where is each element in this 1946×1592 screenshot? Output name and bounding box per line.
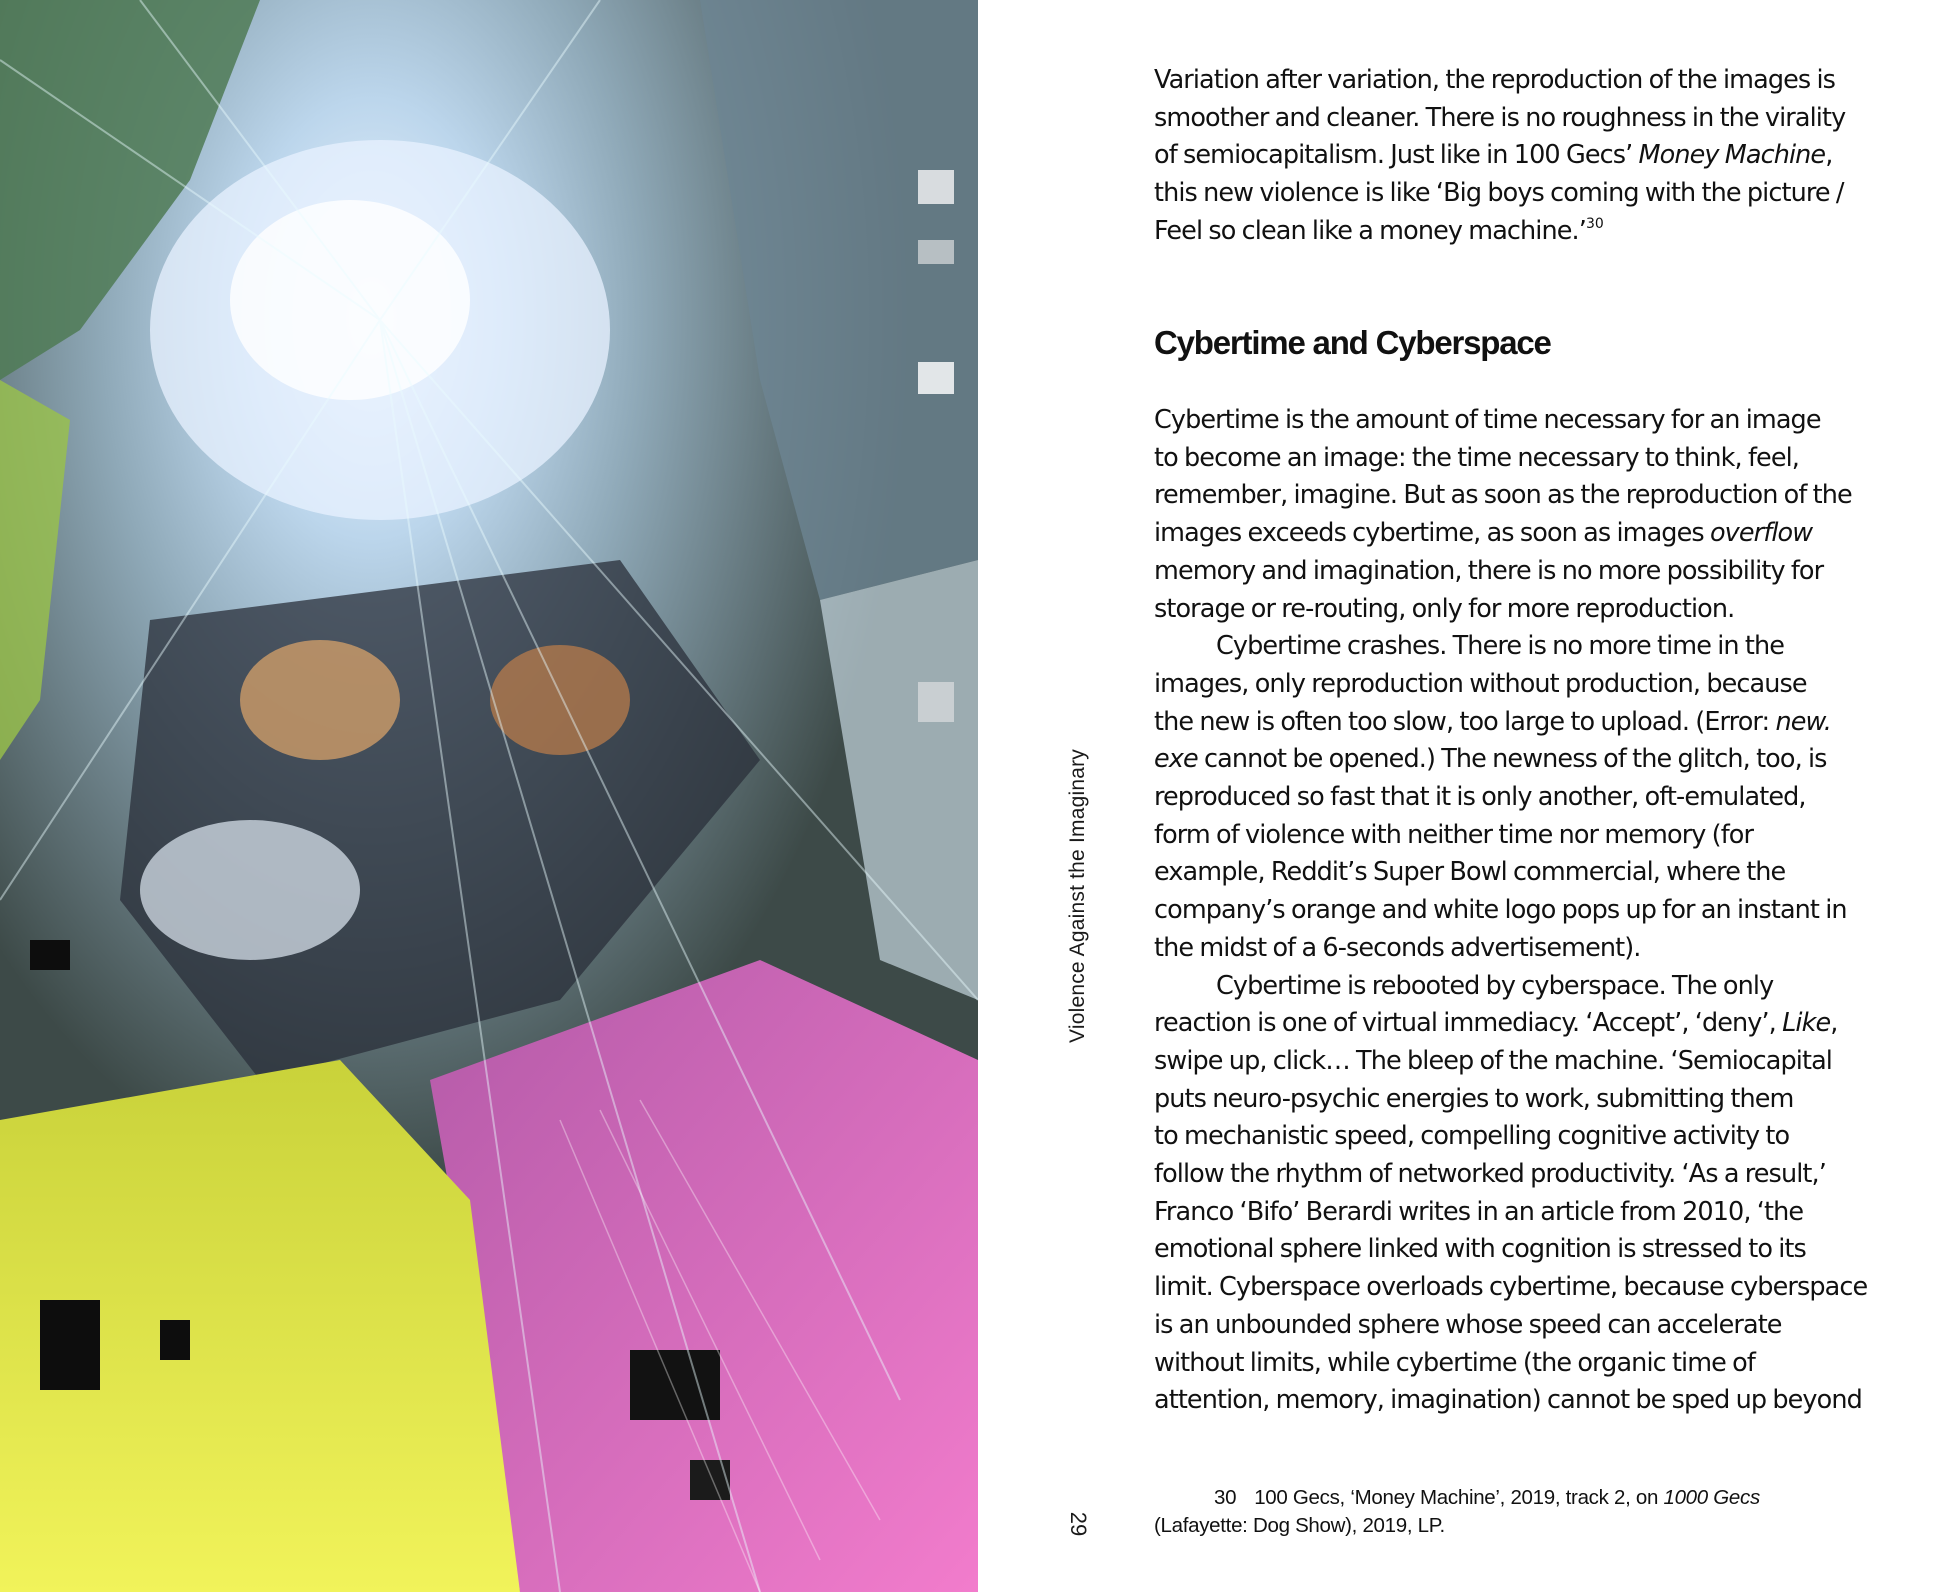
text-line [1154, 1043, 1867, 1081]
text-segment: storage or re-routing, only for more reproduction. [1154, 593, 1735, 624]
footnote-album-title: 1000 Gecs [1663, 1486, 1760, 1509]
text-segment: images, only reproduction without production, because [1154, 668, 1807, 699]
text-line [1154, 1269, 1867, 1307]
text-line [1154, 741, 1867, 779]
text-line [1154, 175, 1845, 213]
text-line [1154, 817, 1867, 855]
text-line [1154, 628, 1867, 666]
running-head-text: Violence Against the Imaginary [1066, 749, 1089, 1043]
text-segment: reproduced so fast that it is only another, oft-emulated, [1154, 782, 1806, 813]
text-segment: Cybertime is rebooted by cyberspace. The only [1216, 970, 1774, 1001]
footnote-text: 100 Gecs, ‘Money Machine’, 2019, track 2, on [1254, 1486, 1664, 1509]
text-line [1154, 1231, 1867, 1269]
text-segment: to mechanistic speed, compelling cognitive activity to [1154, 1121, 1790, 1152]
text-line [1154, 1194, 1867, 1232]
text-segment: reaction is one of virtual immediacy. ‘Accept’, ‘deny’, [1154, 1008, 1783, 1039]
text-line [1154, 1081, 1867, 1119]
italic-text: Like [1782, 1008, 1831, 1039]
text-line [1154, 100, 1845, 138]
text-segment: smoother and cleaner. There is no roughness in the virality [1154, 102, 1846, 133]
text-segment: Cybertime is the amount of time necessary for an image [1154, 405, 1821, 435]
text-segment: follow the rhythm of networked productivity. ‘As a result,’ [1154, 1159, 1826, 1190]
text-line [1154, 402, 1867, 440]
text-line [1154, 704, 1867, 742]
text-segment: memory and imagination, there is no more possibility for [1154, 555, 1824, 586]
italic-text: Money Machine [1638, 140, 1826, 171]
text-segment: to become an image: the time necessary to think, feel, [1154, 442, 1799, 473]
text-line [1154, 515, 1867, 553]
text-segment: the midst of a 6-seconds advertisement). [1154, 932, 1641, 963]
footnote [1154, 1484, 1914, 1540]
text-line [1154, 1005, 1867, 1043]
text-line [1154, 440, 1867, 478]
italic-text: overflow [1709, 518, 1813, 549]
intro-paragraph [1154, 62, 1845, 255]
text-line [1154, 666, 1867, 704]
text-segment: swipe up, click… The bleep of the machine. ‘Semiocapital [1154, 1045, 1832, 1076]
text-line [1154, 213, 1845, 255]
text-segment: form of violence with neither time nor memory (for [1154, 819, 1754, 850]
text-line [1154, 854, 1867, 892]
text-line [1154, 137, 1845, 175]
text-segment: , [1830, 1008, 1838, 1039]
text-segment: Feel so clean like a money machine.’ [1154, 215, 1586, 246]
text-segment: puts neuro-psychic energies to work, submitting them [1154, 1083, 1794, 1114]
footnote-reference: 30 [1585, 215, 1604, 232]
text-line [1154, 591, 1867, 629]
text-segment: , [1825, 140, 1833, 171]
footnote-number: 30 [1214, 1486, 1237, 1509]
text-segment: limit. Cyberspace overloads cybertime, because cyberspace [1154, 1272, 1868, 1303]
text-line [1154, 62, 1845, 100]
text-segment: company’s orange and white logo pops up for an instant in [1154, 895, 1847, 926]
text-segment: Franco ‘Bifo’ Berardi writes in an article from 2010, ‘the [1154, 1196, 1804, 1227]
text-line [1154, 1118, 1867, 1156]
text-segment: Variation after variation, the reproduction of the images is [1154, 65, 1836, 95]
text-line [1154, 968, 1867, 1006]
text-segment: is an unbounded sphere whose speed can accelerate [1154, 1309, 1782, 1340]
page-number-text: 29 [1066, 1511, 1091, 1537]
text-segment: attention, memory, imagination) cannot be sped up beyond [1154, 1385, 1862, 1416]
text-line [1154, 1382, 1867, 1420]
text-line [1154, 930, 1867, 968]
text-line [1154, 892, 1867, 930]
text-segment: the new is often too slow, too large to upload. (Error: [1154, 706, 1776, 737]
text-segment: emotional sphere linked with cognition is stressed to its [1154, 1234, 1806, 1265]
text-segment: remember, imagine. But as soon as the reproduction of the [1154, 480, 1852, 511]
text-segment: this new violence is like ‘Big boys coming with the picture / [1154, 178, 1844, 209]
text-line [1154, 779, 1867, 817]
main-paragraph [1154, 402, 1867, 1420]
footnote-line-2: (Lafayette: Dog Show), 2019, LP. [1154, 1514, 1445, 1537]
text-line [1154, 1345, 1867, 1383]
text-segment: without limits, while cybertime (the organic time of [1154, 1347, 1755, 1378]
text-segment: Cybertime crashes. There is no more time in the [1216, 631, 1785, 662]
text-line [1154, 553, 1867, 591]
text-segment: cannot be opened.) The newness of the glitch, too, is [1197, 744, 1827, 775]
text-segment: images exceeds cybertime, as soon as images [1154, 518, 1710, 549]
footnote-line-1 [1154, 1484, 1914, 1512]
italic-text: new. [1775, 706, 1832, 737]
text-line [1154, 1307, 1867, 1345]
text-line [1154, 477, 1867, 515]
italic-text: exe [1154, 744, 1198, 775]
section-heading: Cybertime and Cyberspace [1154, 324, 1551, 361]
text-segment: example, Reddit’s Super Bowl commercial, where the [1154, 857, 1786, 888]
text-segment: of semiocapitalism. Just like in 100 Gecs’ [1154, 140, 1639, 171]
text-line [1154, 1156, 1867, 1194]
